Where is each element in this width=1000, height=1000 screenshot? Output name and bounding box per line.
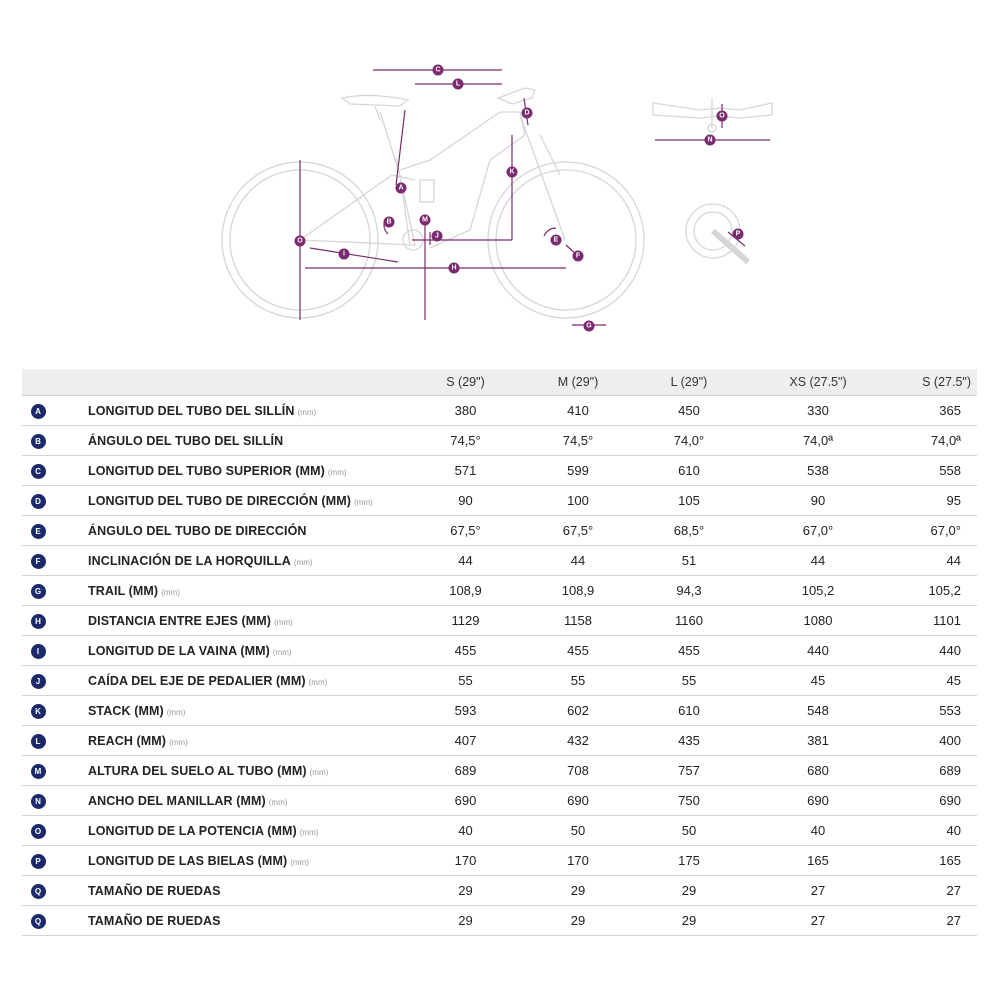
row-label: LONGITUD DEL TUBO SUPERIOR (MM) [88, 464, 325, 478]
table-cell: 690 [523, 786, 633, 816]
table-row [22, 396, 977, 426]
table-cell: 757 [633, 756, 745, 786]
table-cell: 51 [633, 546, 745, 576]
row-label: DISTANCIA ENTRE EJES (MM) [88, 614, 272, 628]
table-cell: 95 [891, 486, 977, 516]
table-cell: 40 [408, 816, 523, 846]
marker-B [384, 217, 395, 228]
row-label: INCLINACIÓN DE LA HORQUILLA [88, 554, 291, 568]
row-unit: (mm) [299, 828, 319, 837]
table-cell: 90 [745, 486, 891, 516]
row-unit: (mm) [293, 558, 313, 567]
table-cell: 750 [633, 786, 745, 816]
marker-I [339, 249, 350, 260]
table-cell: 538 [745, 456, 891, 486]
table-cell: 90 [408, 486, 523, 516]
table-cell: 44 [891, 546, 977, 576]
table-cell: 435 [633, 726, 745, 756]
column-header: L (29") [633, 369, 745, 396]
table-cell: 610 [633, 456, 745, 486]
table-row [22, 756, 977, 786]
svg-text:N: N [707, 136, 713, 144]
table-cell: 571 [408, 456, 523, 486]
table-cell: 29 [408, 876, 523, 906]
row-label: STACK (MM) [88, 704, 164, 718]
table-cell: 455 [633, 636, 745, 666]
row-code-badge: Q [31, 884, 46, 899]
table-cell: 330 [745, 396, 891, 426]
row-code-badge: H [31, 614, 46, 629]
marker-L [453, 79, 464, 90]
table-cell: 450 [633, 396, 745, 426]
row-label: ANCHO DEL MANILLAR (MM) [88, 794, 266, 808]
row-label: LONGITUD DEL TUBO DEL SILLÍN [88, 404, 295, 418]
table-cell: 74,0ª [891, 426, 977, 456]
table-cell: 602 [523, 696, 633, 726]
table-cell: 1101 [891, 606, 977, 636]
row-code-badge: Q [31, 914, 46, 929]
table-cell: 440 [745, 636, 891, 666]
table-cell: 55 [408, 666, 523, 696]
row-code-badge: M [31, 764, 46, 779]
row-code-badge: D [31, 494, 46, 509]
row-label: CAÍDA DEL EJE DE PEDALIER (MM) [88, 674, 306, 688]
table-cell: 74,0° [633, 426, 745, 456]
row-label: LONGITUD DE LAS BIELAS (MM) [88, 854, 288, 868]
fork [520, 115, 565, 240]
marker-A [396, 183, 407, 194]
row-code-badge: F [31, 554, 46, 569]
table-cell: 50 [633, 816, 745, 846]
table-cell: 74,5° [523, 426, 633, 456]
table-cell: 380 [408, 396, 523, 426]
row-label: ALTURA DEL SUELO AL TUBO (MM) [88, 764, 307, 778]
svg-text:B: B [386, 218, 392, 226]
table-cell: 45 [891, 666, 977, 696]
marker-M [420, 215, 431, 226]
table-row [22, 876, 977, 906]
row-code-badge: G [31, 584, 46, 599]
table-row [22, 726, 977, 756]
svg-text:I: I [343, 250, 345, 258]
table-cell: 108,9 [523, 576, 633, 606]
table-cell: 170 [523, 846, 633, 876]
row-code-badge: P [31, 854, 46, 869]
row-unit: (mm) [169, 738, 188, 747]
column-header: S (29") [408, 369, 523, 396]
table-cell: 40 [745, 816, 891, 846]
table-row [22, 786, 977, 816]
svg-text:O: O [297, 237, 303, 245]
marker-K [507, 167, 518, 178]
table-cell: 1080 [745, 606, 891, 636]
table-cell: 105 [633, 486, 745, 516]
table-cell: 27 [891, 876, 977, 906]
row-label: LONGITUD DEL TUBO DE DIRECCIÓN (MM) [88, 494, 351, 508]
row-unit: (mm) [327, 468, 347, 477]
row-code-badge: J [31, 674, 46, 689]
svg-text:O: O [719, 112, 725, 120]
table-row [22, 426, 977, 456]
svg-text:C: C [435, 66, 441, 74]
row-label: LONGITUD DE LA POTENCIA (MM) [88, 824, 297, 838]
table-cell: 100 [523, 486, 633, 516]
table-cell: 558 [891, 456, 977, 486]
header-empty [22, 369, 408, 396]
table-cell: 599 [523, 456, 633, 486]
table-cell: 50 [523, 816, 633, 846]
svg-text:D: D [524, 109, 530, 117]
svg-text:J: J [435, 232, 439, 240]
table-row [22, 816, 977, 846]
dim-I [310, 248, 398, 262]
table-cell: 680 [745, 756, 891, 786]
table-cell: 407 [408, 726, 523, 756]
table-cell: 45 [745, 666, 891, 696]
table-cell: 68,5° [633, 516, 745, 546]
table-cell: 170 [408, 846, 523, 876]
row-code-badge: N [31, 794, 46, 809]
table-cell: 1129 [408, 606, 523, 636]
table-cell: 708 [523, 756, 633, 786]
marker-F [573, 251, 584, 262]
row-code-badge: A [31, 404, 46, 419]
marker-O-side [295, 236, 306, 247]
table-cell: 365 [891, 396, 977, 426]
row-unit: (mm) [161, 588, 180, 597]
table-cell: 690 [745, 786, 891, 816]
row-label: LONGITUD DE LA VAINA (MM) [88, 644, 270, 658]
fork-stanchion [540, 135, 560, 175]
row-label: ÁNGULO DEL TUBO DE DIRECCIÓN [88, 524, 307, 538]
column-header: S (27.5") [891, 369, 977, 396]
table-row [22, 606, 977, 636]
svg-text:P: P [735, 230, 741, 238]
geometry-table [22, 369, 977, 936]
saddle [342, 95, 408, 106]
row-code-badge: B [31, 434, 46, 449]
table-cell: 165 [745, 846, 891, 876]
table-cell: 108,9 [408, 576, 523, 606]
row-unit: (mm) [268, 798, 288, 807]
row-unit: (mm) [297, 408, 317, 417]
table-row [22, 906, 977, 936]
table-row [22, 486, 977, 516]
table-header [22, 369, 977, 396]
table-cell: 67,5° [523, 516, 633, 546]
table-cell: 1160 [633, 606, 745, 636]
table-cell: 440 [891, 636, 977, 666]
table-cell: 55 [523, 666, 633, 696]
row-code-badge: L [31, 734, 46, 749]
marker-G [584, 321, 595, 332]
row-label: TAMAÑO DE RUEDAS [88, 914, 221, 928]
row-code-badge: I [31, 644, 46, 659]
svg-text:K: K [509, 168, 515, 176]
marker-H [449, 263, 460, 274]
table-cell: 690 [891, 786, 977, 816]
table-row [22, 846, 977, 876]
svg-text:E: E [553, 236, 559, 244]
table-cell: 67,5° [408, 516, 523, 546]
table-cell: 593 [408, 696, 523, 726]
table-cell: 455 [408, 636, 523, 666]
table-cell: 55 [633, 666, 745, 696]
table-cell: 553 [891, 696, 977, 726]
table-cell: 29 [523, 906, 633, 936]
table-cell: 400 [891, 726, 977, 756]
shock [420, 180, 434, 202]
table-cell: 44 [408, 546, 523, 576]
table-row [22, 636, 977, 666]
main-frame [400, 112, 525, 248]
row-unit: (mm) [290, 858, 309, 867]
table-cell: 548 [745, 696, 891, 726]
row-code-badge: K [31, 704, 46, 719]
row-unit: (mm) [308, 678, 328, 687]
table-cell: 689 [408, 756, 523, 786]
table-row [22, 666, 977, 696]
table-cell: 410 [523, 396, 633, 426]
dim-E-arc [544, 228, 556, 236]
svg-text:G: G [586, 322, 592, 330]
table-cell: 432 [523, 726, 633, 756]
dim-A [396, 110, 405, 185]
row-unit: (mm) [166, 708, 186, 717]
table-cell: 67,0° [745, 516, 891, 546]
svg-text:L: L [455, 80, 461, 88]
marker-N [705, 135, 716, 146]
svg-text:H: H [451, 264, 457, 272]
geometry-illustration [0, 0, 1000, 345]
front-wheel [496, 170, 636, 310]
row-label: ÁNGULO DEL TUBO DEL SILLÍN [88, 434, 284, 448]
table-cell: 40 [891, 816, 977, 846]
svg-text:A: A [398, 184, 404, 192]
table-row [22, 576, 977, 606]
table-cell: 94,3 [633, 576, 745, 606]
column-header: M (29") [523, 369, 633, 396]
row-code-badge: C [31, 464, 46, 479]
table-cell: 44 [745, 546, 891, 576]
table-cell: 689 [891, 756, 977, 786]
bike-geometry-diagram [0, 0, 1000, 345]
row-unit: (mm) [353, 498, 373, 507]
row-unit: (mm) [309, 768, 329, 777]
table-cell: 67,0° [891, 516, 977, 546]
marker-O [717, 111, 728, 122]
table-cell: 1158 [523, 606, 633, 636]
svg-text:M: M [422, 216, 428, 224]
table-cell: 74,0ª [745, 426, 891, 456]
table-row [22, 516, 977, 546]
table-cell: 29 [633, 906, 745, 936]
table-row [22, 696, 977, 726]
row-label: TAMAÑO DE RUEDAS [88, 884, 221, 898]
table-row [22, 456, 977, 486]
table-cell: 27 [745, 906, 891, 936]
table-cell: 27 [745, 876, 891, 906]
marker-C [433, 65, 444, 76]
svg-text:F: F [575, 252, 581, 260]
table-cell: 29 [408, 906, 523, 936]
row-unit: (mm) [272, 648, 292, 657]
table-cell: 29 [523, 876, 633, 906]
row-label: REACH (MM) [88, 734, 167, 748]
row-code-badge: E [31, 524, 46, 539]
table-cell: 29 [633, 876, 745, 906]
table-cell: 44 [523, 546, 633, 576]
marker-J [432, 231, 443, 242]
table-cell: 175 [633, 846, 745, 876]
table-cell: 74,5° [408, 426, 523, 456]
marker-P [733, 229, 744, 240]
table-cell: 165 [891, 846, 977, 876]
table-cell: 105,2 [891, 576, 977, 606]
table-cell: 690 [408, 786, 523, 816]
table-cell: 27 [891, 906, 977, 936]
table-cell: 610 [633, 696, 745, 726]
column-header: XS (27.5") [745, 369, 891, 396]
table-cell: 381 [745, 726, 891, 756]
table-row [22, 546, 977, 576]
stem [498, 88, 535, 104]
seatpost [375, 106, 380, 120]
row-label: TRAIL (MM) [88, 584, 159, 598]
marker-D [522, 108, 533, 119]
row-unit: (mm) [274, 618, 293, 627]
table-cell: 105,2 [745, 576, 891, 606]
marker-E [551, 235, 562, 246]
row-code-badge: O [31, 824, 46, 839]
table-cell: 455 [523, 636, 633, 666]
